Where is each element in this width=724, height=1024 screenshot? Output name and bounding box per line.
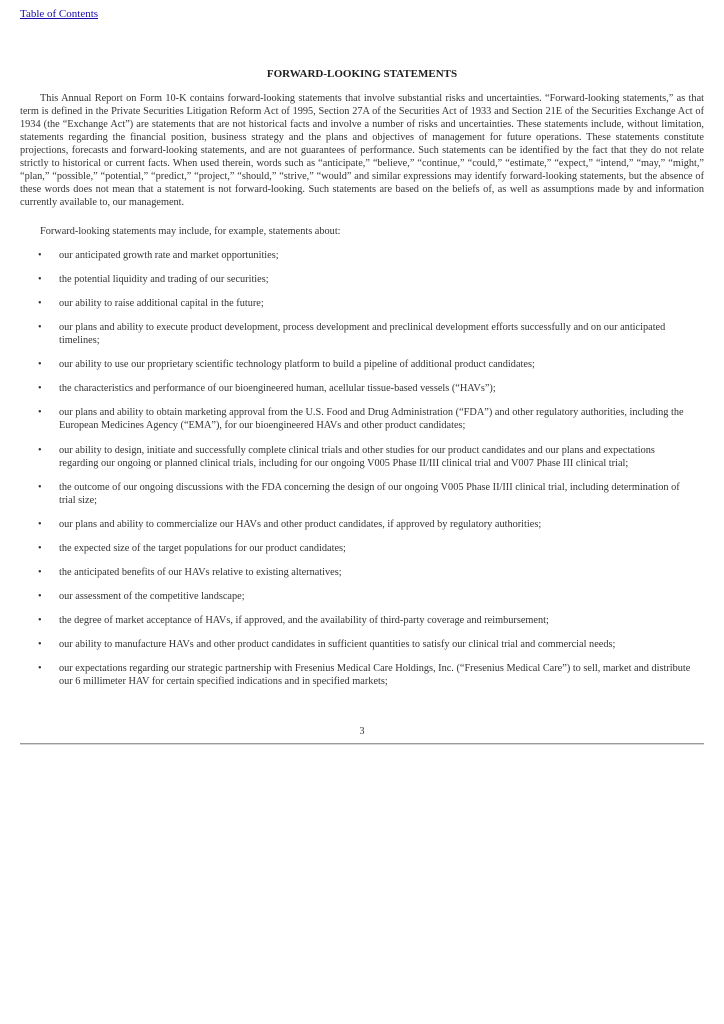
bullet-text: our anticipated growth rate and market opportunities; [59, 250, 279, 261]
bullet-text: the degree of market acceptance of HAVs, if approved, and the availability of third-party coverage and reimbursement; [59, 615, 549, 626]
bullets-lead-in: Forward-looking statements may include, for example, statements about: [40, 226, 341, 237]
bullet-text: our expectations regarding our strategic partnership with Fresenius Medical Care Holdings, Inc. (“Fresenius Medical Care”) to sell, market and distribute our 6 millimeter HAV for certain specified indications and in specified markets; [59, 663, 691, 687]
bullet-marker: • [38, 591, 42, 602]
bullet-item [38, 444, 693, 470]
bullet-marker: • [38, 383, 42, 394]
bullet-item [38, 297, 693, 310]
bullet-text: the characteristics and performance of our bioengineered human, acellular tissue-based vessels (“HAVs”); [59, 383, 496, 394]
bullet-item [38, 358, 693, 371]
bullet-item [38, 614, 693, 627]
bullet-marker: • [38, 250, 42, 261]
bullet-text: our assessment of the competitive landscape; [59, 591, 245, 602]
bullet-item [38, 382, 693, 395]
bullet-text: the potential liquidity and trading of our securities; [59, 274, 269, 285]
bullet-item [38, 518, 693, 531]
bullet-item [38, 249, 693, 262]
bullet-marker: • [38, 615, 42, 626]
bullet-marker: • [38, 639, 42, 650]
bullet-item [38, 566, 693, 579]
bullet-marker: • [38, 322, 42, 333]
bullet-marker: • [38, 567, 42, 578]
bullet-item [38, 638, 693, 651]
bullet-marker: • [38, 543, 42, 554]
bullet-text: our ability to raise additional capital in the future; [59, 298, 264, 309]
bullet-text: our plans and ability to obtain marketing approval from the U.S. Food and Drug Administration (“FDA”) and other regulatory authorities, including the European Medicines Agency (“EMA”), for our bioengineered HAVs and other product candidates; [59, 407, 684, 431]
bullet-item [38, 590, 693, 603]
table-of-contents-link[interactable]: Table of Contents [20, 8, 99, 20]
bullet-marker: • [38, 445, 42, 456]
bullet-text: our ability to manufacture HAVs and other product candidates in sufficient quantities to satisfy our clinical trial and commercial needs; [59, 639, 616, 650]
bullet-item [38, 481, 693, 507]
bullet-text: our plans and ability to commercialize our HAVs and other product candidates, if approved by regulatory authorities; [59, 519, 542, 530]
bullet-marker: • [38, 359, 42, 370]
page-number: 3 [359, 726, 365, 737]
bullet-marker: • [38, 407, 42, 418]
bullet-item [38, 321, 693, 347]
bullet-marker: • [38, 663, 42, 674]
bullet-marker: • [38, 482, 42, 493]
bullet-text: our plans and ability to execute product development, process development and preclinical development efforts successfully and on our anticipated timelines; [59, 322, 666, 346]
bullet-item [38, 662, 693, 688]
bullet-marker: • [38, 519, 42, 530]
bullet-item [38, 273, 693, 286]
bullet-item [38, 542, 693, 555]
bullet-text: our ability to design, initiate and successfully complete clinical trials and other studies for our product candidates and our plans and expectations regarding our ongoing or planned clinical trials, including for our ongoing V005 Phase II/III clinical trial and V007 Phase III clinical trial; [59, 445, 655, 469]
page-break-divider [20, 743, 704, 745]
bullet-marker: • [38, 298, 42, 309]
bullet-text: our ability to use our proprietary scientific technology platform to build a pipeline of additional product candidates; [59, 359, 535, 370]
bullet-text: the anticipated benefits of our HAVs relative to existing alternatives; [59, 567, 342, 578]
section-title: FORWARD-LOOKING STATEMENTS [266, 68, 458, 80]
bullet-marker: • [38, 274, 42, 285]
intro-paragraph: This Annual Report on Form 10-K contains forward-looking statements that involve substantial risks and uncertainties. “Forward-looking statements,” as that term is defined in the Private Securities Litigation Reform Act of 1995, Section 27A of the Securities Act of 1933 and Section 21E of the Securities Exchange Act of 1934 (the “Exchange Act”) are statements that are not historical facts and involve a number of risks and uncertainties. These statements include, without limitation, statements regarding the financial position, business strategy and the plans and objectives of management for future operations. These statements constitute projections, forecasts and forward-looking statements, and are not guarantees of performance. Such statements can be identified by the fact that they do not relate strictly to historical or current facts. When used therein, words such as “anticipate,” “believe,” “continue,” “could,” “estimate,” “expect,” “intend,” “may,” “might,” “plan,” “possible,” “potential,” “predict,” “project,” “should,” “strive,” “would” and similar expressions may identify forward-looking statements, but the absence of these words does not mean that a statement is not forward-looking. Such statements are based on the beliefs of, as well as assumptions made by and information currently available to, our management. [20, 93, 704, 208]
bullet-text: the expected size of the target populations for our product candidates; [59, 543, 346, 554]
bullet-item [38, 406, 693, 432]
bullet-text: the outcome of our ongoing discussions with the FDA concerning the design of our ongoing V005 Phase II/III clinical trial, including determination of trial size; [59, 482, 680, 506]
